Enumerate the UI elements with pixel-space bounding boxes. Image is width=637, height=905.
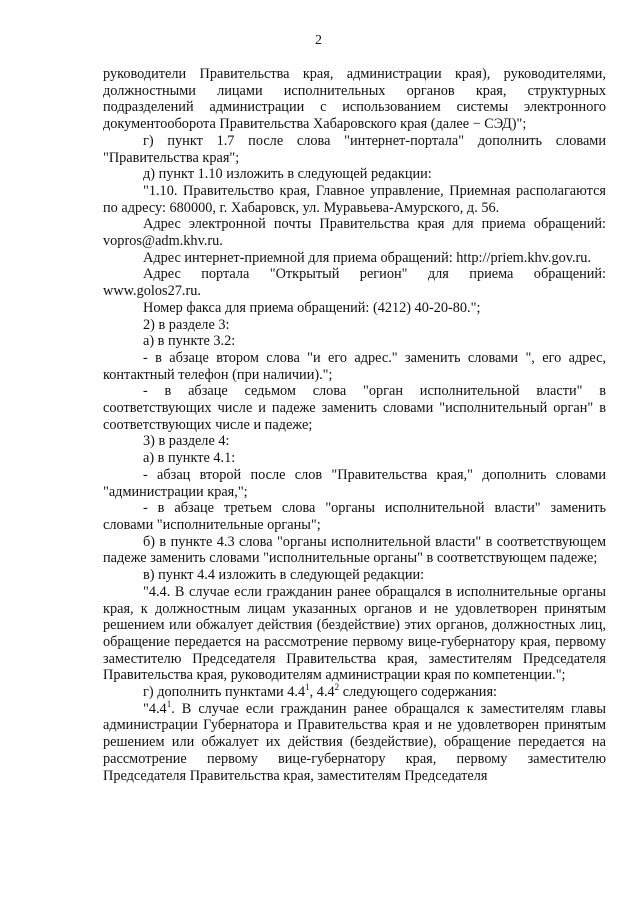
- page-number: 2: [315, 33, 322, 48]
- paragraph: а) в пункте 3.2:: [143, 333, 236, 350]
- paragraph: "4.4. В случае если гражданин ранее обращался в исполнительные органы края, к должностным лицам указанных органов и не удовлетворен принятым решением или обжалует действия (бездействие) этих органов, должностных лиц, обращение передается на рассмотрение первому вице-губернатору края, первому заместителю Председателя Правительства края, заместителям Председателя Правительства края, руководителям администрации края по компетенции.";: [103, 583, 606, 684]
- paragraph: Адрес интернет-приемной для приема обращений: http://priem.khv.gov.ru.: [143, 249, 592, 266]
- paragraph: - в абзаце третьем слова "органы исполнительной власти" заменить словами "исполнительные органы";: [103, 500, 606, 533]
- paragraph: в) пункт 4.4 изложить в следующей редакции:: [143, 567, 425, 584]
- paragraph: а) в пункте 4.1:: [143, 450, 236, 467]
- paragraph: руководители Правительства края, администрации края), руководителями, должностными лицами исполнительных органов края, структурных подразделений администрации с использованием системы электронного документооборота Правительства Хабаровского края (далее − СЭД)";: [103, 66, 606, 133]
- paragraph: 3) в разделе 4:: [143, 433, 230, 450]
- document-body: [103, 66, 606, 784]
- paragraph: д) пункт 1.10 изложить в следующей редакции:: [143, 166, 432, 183]
- paragraph: Адрес электронной почты Правительства края для приема обращений: vopros@adm.khv.ru.: [103, 216, 606, 250]
- paragraph: Адрес портала "Открытый регион" для приема обращений: www.golos27.ru.: [103, 266, 606, 300]
- paragraph: г) пункт 1.7 после слова "интернет-портала" дополнить словами "Правительства края";: [103, 132, 606, 166]
- paragraph: "1.10. Правительство края, Главное управление, Приемная располагаются по адресу: 680000, г. Хабаровск, ул. Муравьева-Амурского, д. 56.: [103, 182, 606, 216]
- paragraph: - в абзаце седьмом слова "орган исполнительной власти" в соответствующих числе и падеже заменить словами "исполнительный орган" в соответствующих числе и падеже;: [103, 383, 606, 433]
- paragraph: - в абзаце втором слова "и его адрес." заменить словами ", его адрес, контактный телефон (при наличии).";: [103, 349, 606, 383]
- paragraph: б) в пункте 4.3 слова "органы исполнительной власти" в соответствующем падеже заменить словами "исполнительные органы" в соответствующем падеже;: [103, 533, 606, 567]
- paragraph: 2) в разделе 3:: [143, 316, 230, 333]
- paragraph: Номер факса для приема обращений: (4212) 40-20-80.";: [143, 299, 481, 316]
- paragraph-add-items: г) дополнить пунктами $4.4^1$, $4.4^2$ следующего содержания:: [143, 682, 497, 701]
- paragraph-item-4-4-1: "$4.4^1$. В случае если гражданин ранее обращался к заместителям главы администрации Губернатора и Правительства края и не удовлетворен принятым решением или обжалует их действия (бездействие), обращение передается на рассмотрение первому вице-губернатору края, первому заместителю Председателя Правительства края, заместителям Председателя: [103, 698, 606, 784]
- paragraph: - абзац второй после слов "Правительства края," дополнить словами "администрации края,";: [103, 466, 606, 500]
